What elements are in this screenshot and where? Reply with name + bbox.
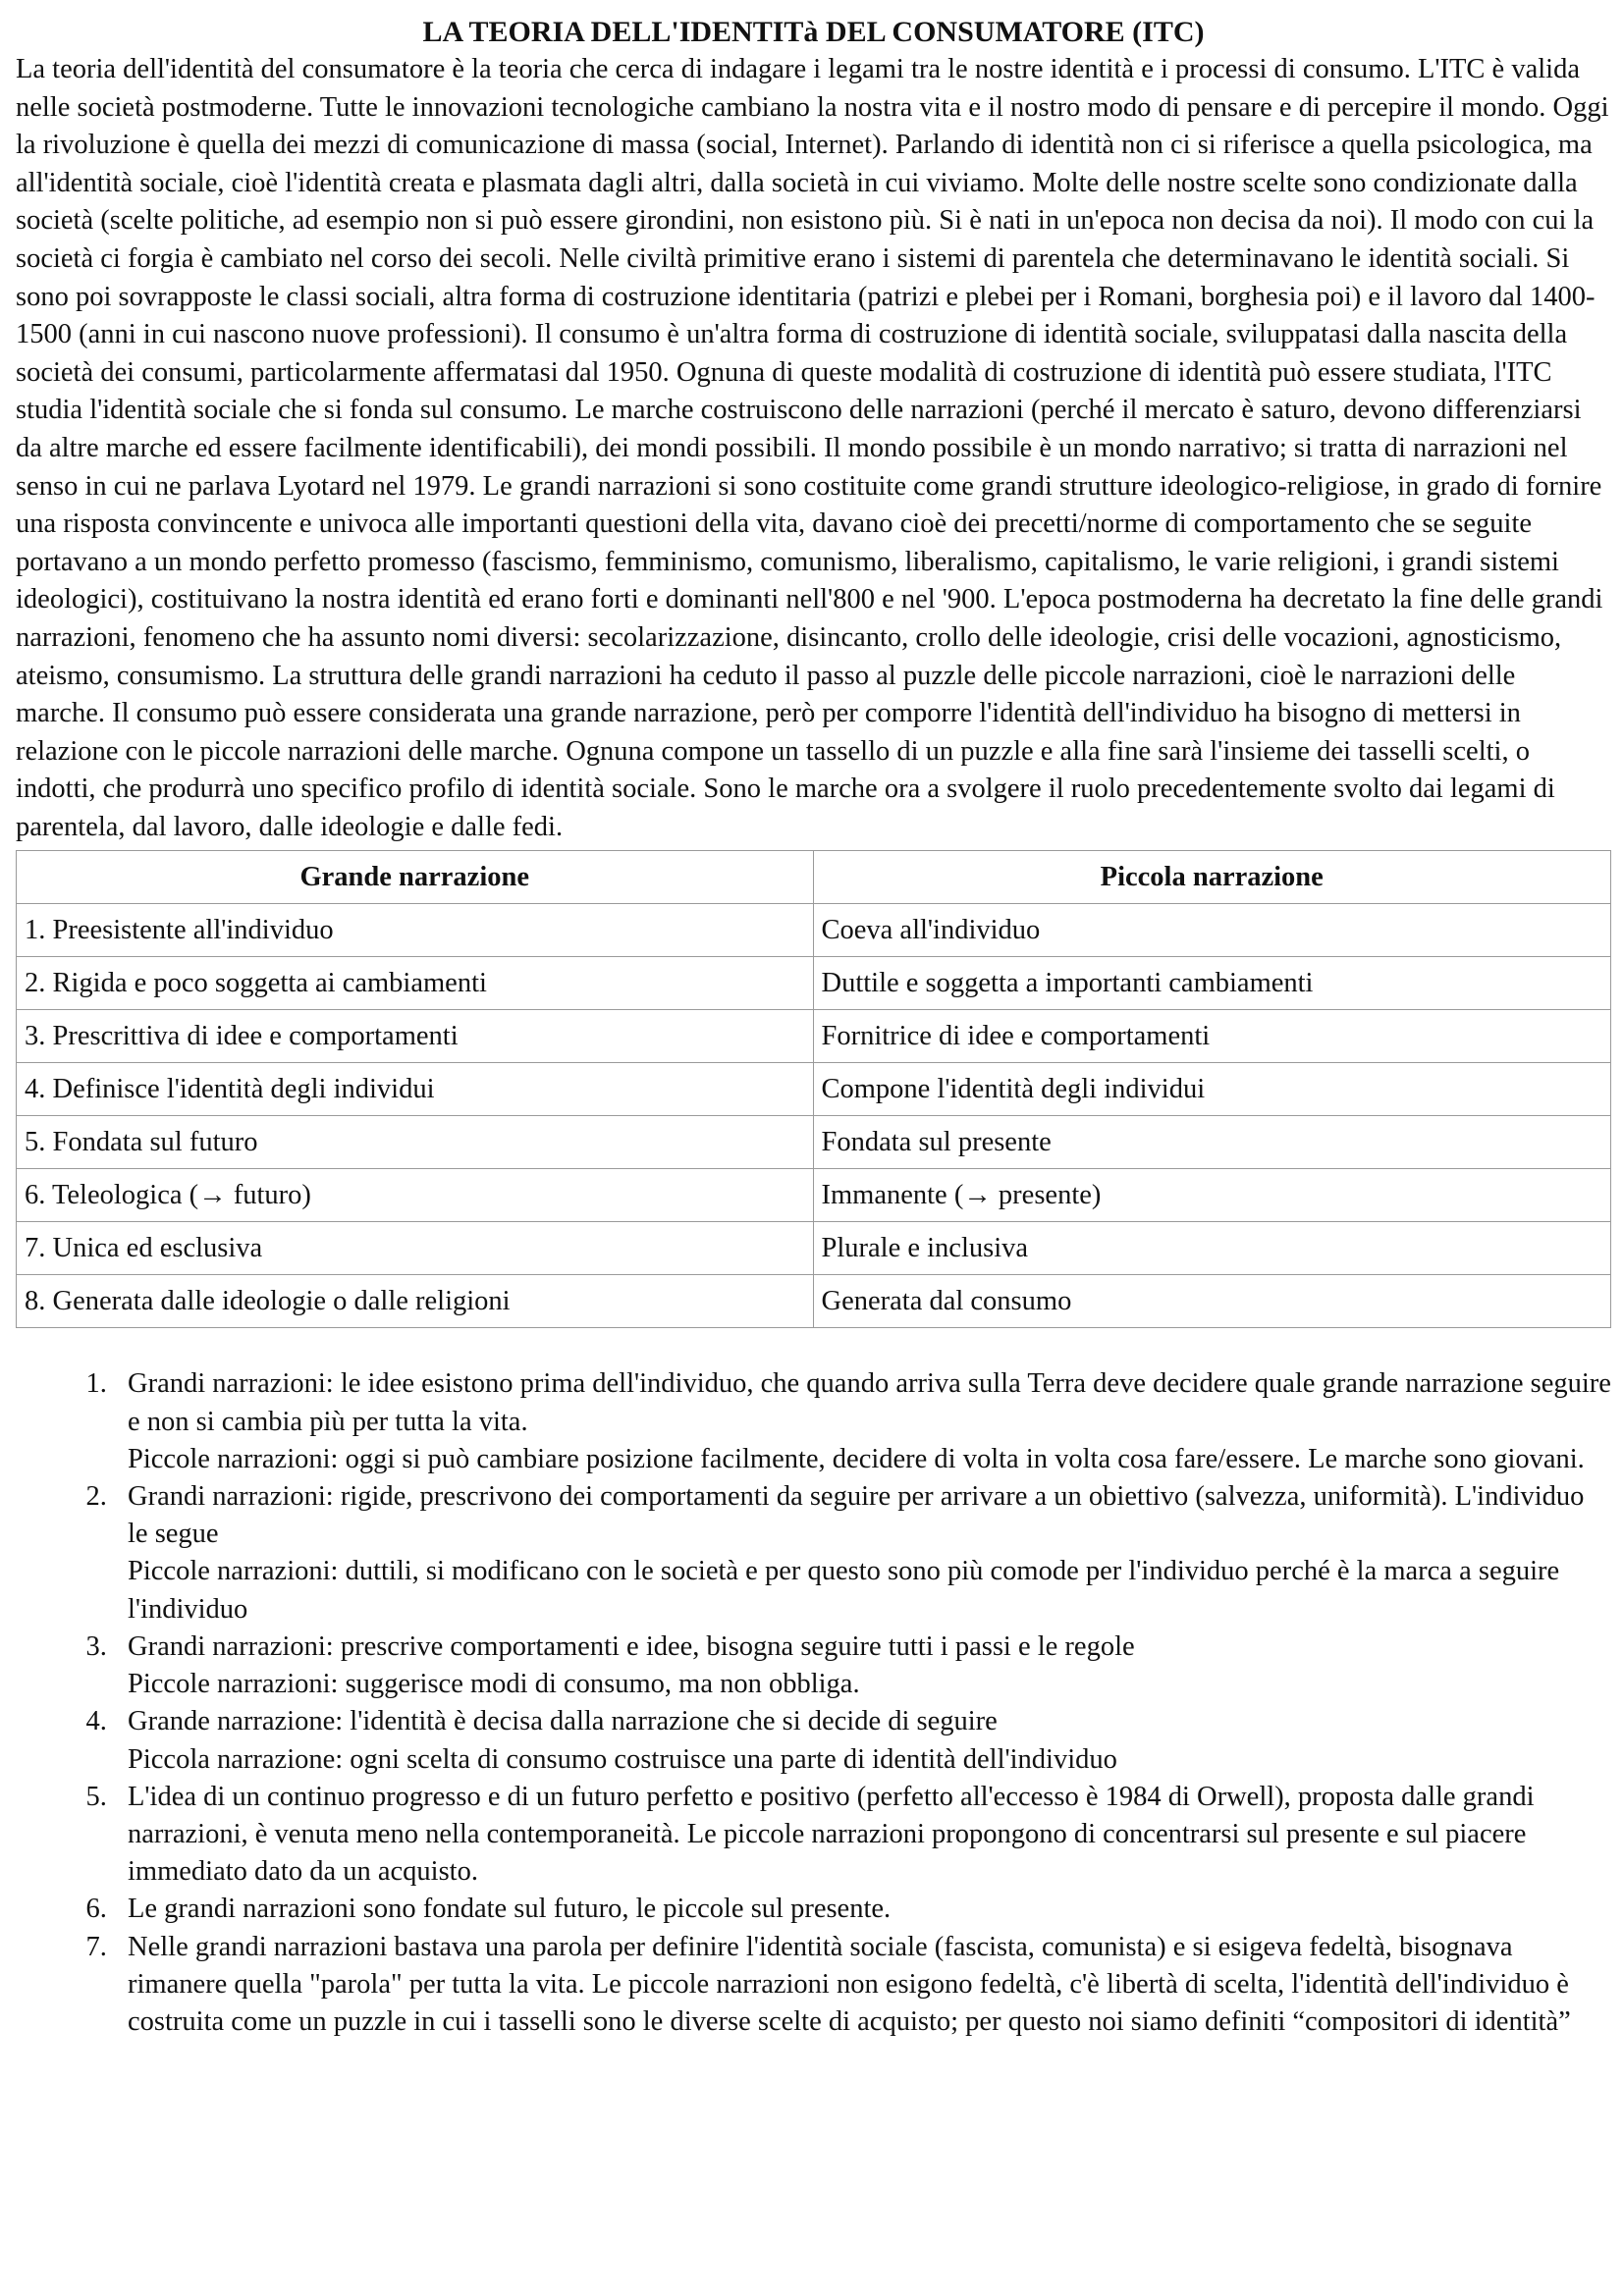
cell-piccola: Generata dal consumo	[813, 1275, 1611, 1328]
table-row	[17, 1275, 1611, 1328]
document-page	[16, 14, 1611, 2041]
cell-grande: 6. Teleologica (→ futuro)	[17, 1169, 814, 1222]
header-grande: Grande narrazione	[17, 851, 814, 904]
table-row	[17, 1010, 1611, 1063]
cell-grande: 1. Preesistente all'individuo	[17, 904, 814, 957]
cell-grande: 4. Definisce l'identità degli individui	[17, 1063, 814, 1116]
cell-grande: 3. Prescrittiva di idee e comportamenti	[17, 1010, 814, 1063]
cell-piccola: Duttile e soggetta a importanti cambiamenti	[813, 957, 1611, 1010]
cell-piccola: Fornitrice di idee e comportamenti	[813, 1010, 1611, 1063]
note-text: Nelle grandi narrazioni bastava una parola per definire l'identità sociale (fascista, comunista) e si esigeva fedeltà, bisognava rimanere quella "parola" per tutta la vita. Le piccole narrazioni non esigono fedeltà, c'è libertà di scelta, l'identità dell'individuo è costruita come un puzzle in cui i tasselli sono le diverse scelte di acquisto; per questo noi siamo definiti “compositori di identità”	[128, 1931, 1571, 2037]
note-piccola-text: Piccole narrazioni: oggi si può cambiare posizione facilmente, decidere di volta in volta cosa fare/essere. Le marche sono giovani.	[128, 1443, 1585, 1474]
page-title: LA TEORIA DELL'IDENTITà DEL CONSUMATORE (ITC)	[422, 16, 1205, 48]
note-piccola-text: Piccola narrazione: ogni scelta di consumo costruisce una parte di identità dell'individuo	[128, 1743, 1117, 1775]
cell-piccola: Coeva all'individuo	[813, 904, 1611, 957]
note-grande-text: Grande narrazione: l'identità è decisa dalla narrazione che si decide di seguire	[128, 1706, 998, 1737]
note-text: Le grandi narrazioni sono fondate sul futuro, le piccole sul presente.	[128, 1894, 892, 1925]
note-grande-text: Grandi narrazioni: le idee esistono prima dell'individuo, che quando arriva sulla Terra deve decidere quale grande narrazione seguire e non si cambia più per tutta la vita.	[128, 1368, 1611, 1437]
cell-piccola: Fondata sul presente	[813, 1116, 1611, 1169]
list-item	[114, 1629, 1611, 1703]
intro-paragraph: La teoria dell'identità del consumatore è la teoria che cerca di indagare i legami tra le nostre identità e i processi di consumo. L'ITC è valida nelle società postmoderne. Tutte le innovazioni tecnologiche cambiano la nostra vita e il nostro modo di pensare e di percepire il mondo. Oggi la rivoluzione è quella dei mezzi di comunicazione di massa (social, Internet). Parlando di identità non ci si riferisce a quella psicologica, ma all'identità sociale, cioè l'identità creata e plasmata dagli altri, dalla società in cui viviamo. Molte delle nostre scelte sono condizionate dalla società (scelte politiche, ad esempio non si può essere girondini, non esistono più. Si è nati in un'epoca non decisa da noi). Il modo con cui la società ci forgia è cambiato nel corso dei secoli. Nelle civiltà primitive erano i sistemi di parentela che determinavano le identità sociali. Si sono poi sovrapposte le classi sociali, altra forma di costruzione identitaria (patrizi e plebei per i Romani, borghesia poi) e il lavoro dal 1400-1500 (anni in cui nascono nuove professioni). Il consumo è un'altra forma di costruzione di identità sociale, sviluppatasi dalla nascita della società dei consumi, particolarmente affermatasi dal 1950. Ognuna di queste modalità di costruzione di identità può essere studiata, l'ITC studia l'identità sociale che si fonda sul consumo. Le marche costruiscono delle narrazioni (perché il mercato è saturo, devono differenziarsi da altre marche ed essere facilmente identificabili), dei mondi possibili. Il mondo possibile è un mondo narrativo; si tratta di narrazioni nel senso in cui ne parlava Lyotard nel 1979. Le grandi narrazioni si sono costituite come grandi strutture ideologico-religiose, in grado di fornire una risposta convincente e univoca alle importanti questioni della vita, davano cioè dei precetti/norme di comportamento che se seguite portavano a un mondo perfetto promesso (fascismo, femminismo, comunismo, liberalismo, capitalismo, le varie religioni, i grandi sistemi ideologici), costituivano la nostra identità ed erano forti e dominanti nell'800 e nel '900. L'epoca postmoderna ha decretato la fine delle grandi narrazioni, fenomeno che ha assunto nomi diversi: secolarizzazione, disincanto, crollo delle ideologie, crisi delle vocazioni, agnosticismo, ateismo, consumismo. La struttura delle grandi narrazioni ha ceduto il passo al puzzle delle piccole narrazioni, cioè le narrazioni delle marche. Il consumo può essere considerata una grande narrazione, però per comporre l'identità dell'individuo ha bisogno di mettersi in relazione con le piccole narrazioni delle marche. Ognuna compone un tassello di un puzzle e alla fine sarà l'insieme dei tasselli scelti, o indotti, che produrrà uno specifico profilo di identità sociale. Sono le marche ora a svolgere il ruolo precedentemente svolto dai legami di parentela, dal lavoro, dalle ideologie e dalle fedi.	[16, 54, 1609, 842]
note-piccola-text: Piccole narrazioni: suggerisce modi di consumo, ma non obbliga.	[128, 1669, 860, 1700]
table-row	[17, 904, 1611, 957]
note-grande-text: Grandi narrazioni: rigide, prescrivono dei comportamenti da seguire per arrivare a un obiettivo (salvezza, uniformità). L'individuo le segue	[128, 1481, 1585, 1550]
note-text: L'idea di un continuo progresso e di un futuro perfetto e positivo (perfetto all'eccesso è 1984 di Orwell), proposta dalle grandi narrazioni, è venuta meno nella contemporaneità. Le piccole narrazioni propongono di concentrarsi sul presente e sul piacere immediato dato da un acquisto.	[128, 1781, 1535, 1888]
list-item	[114, 1929, 1611, 2042]
table-row	[17, 1116, 1611, 1169]
cell-grande: 8. Generata dalle ideologie o dalle religioni	[17, 1275, 814, 1328]
notes-list	[16, 1365, 1611, 2041]
cell-grande: 2. Rigida e poco soggetta ai cambiamenti	[17, 957, 814, 1010]
cell-piccola: Immanente (→ presente)	[813, 1169, 1611, 1222]
list-item	[114, 1779, 1611, 1892]
list-item	[114, 1891, 1611, 1928]
cell-piccola: Plurale e inclusiva	[813, 1222, 1611, 1275]
note-grande-text: Grandi narrazioni: prescrive comportamenti e idee, bisogna seguire tutti i passi e le regole	[128, 1630, 1135, 1662]
table-row	[17, 1063, 1611, 1116]
list-item	[114, 1478, 1611, 1629]
table-row	[17, 1222, 1611, 1275]
cell-piccola: Compone l'identità degli individui	[813, 1063, 1611, 1116]
list-item	[114, 1703, 1611, 1778]
note-piccola-text: Piccole narrazioni: duttili, si modificano con le società e per questo sono più comode per l'individuo perché è la marca a seguire l'individuo	[128, 1556, 1560, 1625]
header-piccola: Piccola narrazione	[813, 851, 1611, 904]
table-row	[17, 1169, 1611, 1222]
cell-grande: 7. Unica ed esclusiva	[17, 1222, 814, 1275]
comparison-table	[16, 850, 1611, 1328]
table-header-row	[17, 851, 1611, 904]
table-row	[17, 957, 1611, 1010]
cell-grande: 5. Fondata sul futuro	[17, 1116, 814, 1169]
list-item	[114, 1365, 1611, 1478]
